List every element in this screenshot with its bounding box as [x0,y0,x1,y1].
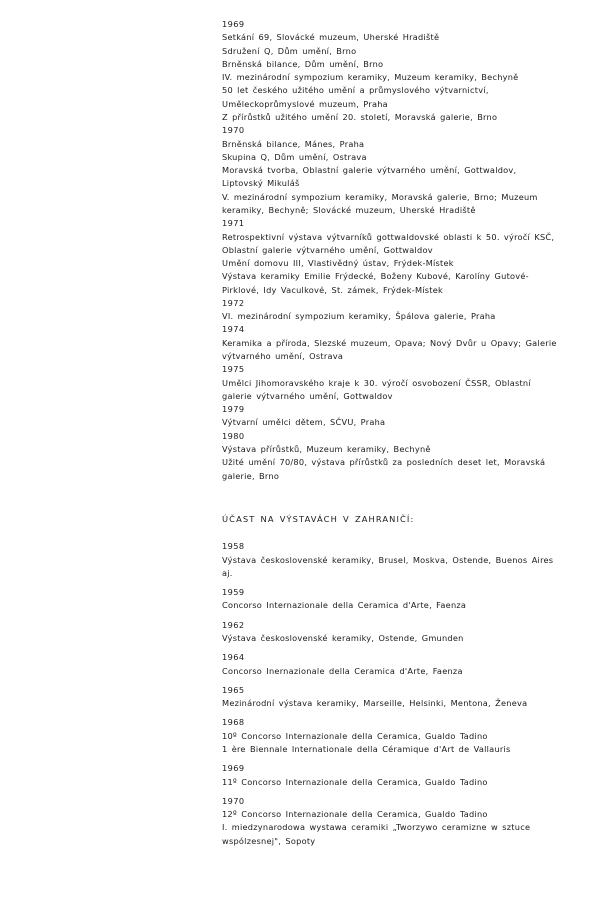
year-label: 1970 [222,125,245,136]
list-item: Keramika a příroda, Slezské muzeum, Opava; Nový Dvůr u Opavy; Galerie výtvarného umění, Ostrava [222,337,557,362]
year-label: 1959 [222,587,245,598]
list-item: Umělci Jihomoravského kraje k 30. výročí osvobození ČSSR, Oblastní galerie výtvarného umění, Gottwaldov [222,377,531,401]
year-label: 1972 [222,297,245,308]
year-label: 1970 [222,795,245,806]
list-item: Concorso Inernazionale della Ceramica d'Arte, Faenza [222,665,463,676]
year-group [222,619,560,646]
year-group [222,430,560,483]
year-label: 1974 [222,324,245,335]
list-item: Výstava přírůstků, Muzeum keramiky, Bechyně [222,444,431,454]
year-label: 1968 [222,717,245,728]
list-item: Brněnská bilance, Mánes, Praha [222,138,365,149]
list-item: Výstava československé keramiky, Brusel, Moskva, Ostende, Buenos Aires aj. [222,554,554,578]
year-label: 1969 [222,763,245,774]
list-item: 12º Concorso Internazionale della Ceramica, Gualdo Tadino [222,809,488,820]
list-item: Concorso Internazionale della Ceramica d'Arte, Faenza [222,600,467,611]
list-item: Moravská tvorba, Oblastní galerie výtvarného umění, Gottwaldov, Liptovský Mikuláš [222,165,517,189]
year-label: 1964 [222,652,245,663]
year-label: 1962 [222,619,245,630]
list-item: Výstava československé keramiky, Ostende, Gmunden [222,632,464,643]
year-group [222,297,560,324]
list-item: 50 let českého užitého umění a průmyslového výtvarnictví, Uměleckoprůmyslové muzeum, Praha [222,85,489,109]
list-item: 1 ère Biennale Internationale della Céramique d'Art de Vallauris [222,743,511,754]
list-item: I. miedzynarodowa wystawa ceramiki „Tworzywo ceramizne w sztuce wspólzesnej", Sopoty [222,822,531,846]
year-label: 1969 [222,19,245,29]
year-group [222,716,560,756]
year-label: 1965 [222,684,245,695]
year-group [222,651,560,678]
year-group [222,18,560,124]
list-item: Užité umění 70/80, výstava přírůstků za posledních deset let, Moravská galerie, Brno [222,457,546,481]
list-item: Sdružení Q, Dům umění, Brno [222,45,357,56]
year-group [222,762,560,789]
year-label: 1958 [222,541,245,552]
year-label: 1971 [222,218,245,229]
list-item: IV. mezinárodní sympozium keramiky, Muzeum keramiky, Bechyně [222,72,519,83]
section-heading: ÚČAST NA VÝSTAVÁCH V ZAHRANIČÍ: [222,513,415,524]
list-item: Setkání 69, Slovácké muzeum, Uherské Hradiště [222,32,440,43]
list-item: Retrospektivní výstava výtvarníků gottwaldovské oblasti k 50. výročí KSČ, Oblastní galerie výtvarného umění, Gottwaldov [222,231,555,255]
list-item: 11º Concorso Internazionale della Ceramica, Gualdo Tadino [222,776,488,787]
exhibitions-abroad-section [222,540,560,848]
list-item: Skupina Q, Dům umění, Ostrava [222,151,367,162]
year-label: 1980 [222,430,245,441]
year-group [222,684,560,711]
year-group [222,586,560,613]
year-group [222,363,560,403]
year-label: 1975 [222,364,245,375]
list-item: Výtvarní umělci dětem, SČVU, Praha [222,417,386,428]
list-item: Mezinárodní výstava keramiky, Marseille, Helsinki, Mentona, Ženeva [222,698,528,709]
year-group [222,217,560,297]
list-item: 10º Concorso Internazionale della Ceramica, Gualdo Tadino [222,730,488,741]
list-item: Z přírůstků užitého umění 20. století, Moravská galerie, Brno [222,111,498,122]
year-group [222,403,560,430]
list-item: Umění domovu III, Vlastivědný ústav, Frýdek-Místek [222,258,454,269]
year-label: 1979 [222,404,245,415]
list-item: VI. mezinárodní sympozium keramiky, Špálova galerie, Praha [222,311,496,322]
list-item: V. mezinárodní sympozium keramiky, Moravská galerie, Brno; Muzeum keramiky, Bechyně; Slovácké muzeum, Uherské Hradiště [222,191,538,215]
list-item: Výstava keramiky Emilie Frýdecké, Boženy Kubové, Karolíny Gutové-Pirklové, Idy Vaculkové, St. zámek, Frýdek-Místek [222,271,529,295]
year-group [222,795,560,848]
document-body [222,18,560,848]
year-group [222,323,560,363]
list-item: Brněnská bilance, Dům umění, Brno [222,58,384,69]
year-group [222,124,560,217]
exhibitions-domestic-section [222,18,560,483]
year-group [222,540,560,580]
